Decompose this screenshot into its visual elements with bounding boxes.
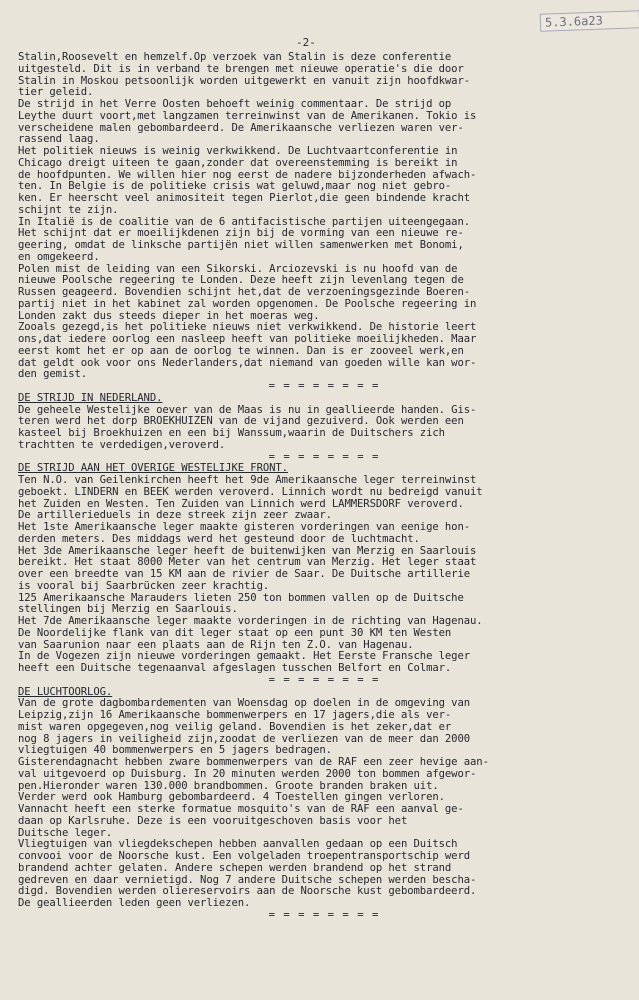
section-separator: = = = = = = = =: [268, 674, 380, 686]
text-line: partij niet in het kabinet zal worden opgenomen. De Poolsche regeering in: [18, 298, 477, 310]
text-line: derden meters. Des middags werd het gesteund door de luchtmacht.: [18, 533, 420, 545]
text-line: uitgesteld. Dit is in verband te brengen met nieuwe operatie's die door: [18, 63, 464, 75]
text-line: geering, omdat de linksche partijën niet willen samenwerken met Bonomi,: [18, 240, 464, 251]
section-heading: DE LUCHTOORLOG.: [18, 686, 113, 698]
text-line: Leipzig,zijn 16 Amerikaansche bommenwerpers en 17 jagers,die als ver-: [18, 710, 452, 721]
text-line: Het 1ste Amerikaansche leger maakte gisteren vorderingen van eenige hon-: [18, 522, 471, 533]
text-line: De Noordelijke flank van dit leger staat op een punt 30 KM ten Westen: [18, 627, 452, 639]
text-line: Ten N.O. van Geilenkirchen heeft het 9de Amerikaansche leger terreinwinst: [18, 475, 477, 486]
text-line: Van de grote dagbombardementen van Woensdag op doelen in de omgeving van: [18, 698, 471, 710]
section-heading: DE STRIJD AAN HET OVERIGE WESTELIJKE FRONT.: [18, 463, 288, 475]
text-line: Gisterendagnacht hebben zware bommenwerpers van de RAF een zeer hevige aan-: [18, 757, 489, 768]
text-line: nog 8 jagers in veiligheid zijn,zoodat de verliezen van de meer dan 2000: [18, 733, 471, 745]
document-body: [18, 52, 630, 922]
text-line: Het politiek nieuws is weinig verkwikkend. De Luchtvaartconferentie in: [18, 146, 458, 157]
text-line: ten. In Belgie is de politieke crisis wat geluwd,maar nog niet gebro-: [18, 181, 452, 193]
text-line: convooi voor de Noorsche kust. Een volgeladen troepentransportschip werd: [18, 851, 471, 862]
text-line: pen.Hieronder waren 130.000 brandbommen. Groote branden braken uit.: [18, 780, 439, 792]
text-line: tier geleid.: [18, 87, 94, 99]
text-line: brandend achter gelaten. Andere schepen werden brandend op het strand: [18, 862, 452, 874]
text-line: De artillerieduels in deze streek zijn zeer zwaar.: [18, 510, 332, 522]
section-separator: = = = = = = = =: [268, 909, 380, 921]
archive-number-stamp: 5.3.6a23: [540, 10, 639, 31]
text-line: dat geldt ook voor ons Nederlanders,dat niemand van goeden wille kan wor-: [18, 357, 477, 369]
text-line: mist waren opgegeven,nog veilig geland. Bovendien is het zeker,dat er: [18, 721, 452, 733]
text-line: eerst komt het er op aan de oorlog te winnen. Dan is er zooveel werk,en: [18, 345, 464, 357]
text-line: Londen zakt dus steeds dieper in het moeras weg.: [18, 310, 320, 322]
text-line: 125 Amerikaansche Marauders lieten 250 ton bommen vallen op de Duitsche: [18, 592, 464, 604]
text-line: het Zuiden en Westen. Ten Zuiden van Linnich werd LAMMERSDORF veroverd.: [18, 498, 464, 510]
text-line: den gemist.: [18, 369, 88, 381]
text-line: Het schijnt dat er moeilijkdenen zijn bij de vorming van een nieuwe re-: [18, 228, 464, 240]
text-line: Vannacht heeft een sterke formatue mosquito's van de RAF een aanval ge-: [18, 804, 464, 815]
text-line: is vooral bij Saarbrücken zeer krachtig.: [18, 580, 270, 592]
text-line: Het 7de Amerikaansche leger maakte vorderingen in de richting van Hagenau.: [18, 616, 483, 627]
text-line: vliegtuigen 40 bommenwerpers en 5 jagers bedragen.: [18, 745, 332, 757]
text-line: Vliegtuigen van vliegdekschepen hebben aanvallen gedaan op een Duitsch: [18, 839, 458, 851]
text-line: verscheidene malen gebombardeerd. De Amerikaansche verliezen waren ver-: [18, 122, 464, 134]
text-line: In Italië is de coalitie van de 6 antifacistische partijen uiteengegaan.: [18, 216, 471, 228]
text-line: van Saarunion naar een plaats aan de Rijn ten Z.O. van Hagenau.: [18, 639, 414, 651]
text-line: stellingen bij Merzig en Saarlouis.: [18, 604, 238, 616]
text-line: trachtten te verdedigen,veroverd.: [18, 439, 226, 451]
text-line: De geallieerden leden geen verliezen.: [18, 898, 251, 909]
text-line: Het 3de Amerikaansche leger heeft de buitenwijken van Merzig en Saarlouis: [18, 545, 477, 557]
text-line: kasteel bij Broekhuizen en een bij Wanssum,waarin de Duitschers zich: [18, 428, 445, 439]
text-line: en omgekeerd.: [18, 251, 100, 263]
text-line: teren werd het dorp BROEKHUIZEN van de vijand gezuiverd. Ook werden een: [18, 416, 464, 428]
text-line: Zooals gezegd,is het politieke nieuws niet verkwikkend. De historie leert: [18, 322, 477, 334]
text-line: digd. Bovendien werden oliereservoirs aan de Noorsche kust gebombardeerd.: [18, 886, 477, 898]
text-line: In de Vogezen zijn nieuwe vorderingen gemaakt. Het Eerste Fransche leger: [18, 651, 471, 663]
text-line: gedreven en daar vernietigd. Nog 7 andere Duitsche schepen werden bescha-: [18, 874, 477, 886]
text-line: Russen geageerd. Bovendien schijnt het,dat de verzoeningsgezinde Boeren-: [18, 287, 471, 298]
text-line: val uitgevoerd op Duisburg. In 20 minuten werden 2000 ton bommen afgewor-: [18, 768, 477, 780]
text-line: De strijd in het Verre Oosten behoeft weinig commentaar. De strijd op: [18, 99, 452, 110]
text-line: ons,dat iedere oorlog een nasleep heeft van politieke moeilijkheden. Maar: [18, 334, 477, 345]
text-line: daan op Karlsruhe. Deze is een vooruitgeschoven basis voor het: [18, 815, 408, 827]
text-line: geboekt. LINDERN en BEEK werden veroverd. Linnich wordt nu bedreigd vanuit: [18, 486, 483, 498]
text-line: de hoofdpunten. We willen hier nog eerst de nadere bijzonderheden afwach-: [18, 169, 477, 181]
section-heading: DE STRIJD IN NEDERLAND.: [18, 392, 163, 404]
page-number: -2-: [296, 36, 316, 49]
text-line: Stalin,Roosevelt en hemzelf.Op verzoek van Stalin is deze conferentie: [18, 52, 452, 63]
text-line: rassend laag.: [18, 134, 100, 146]
section-separator: = = = = = = = =: [268, 451, 380, 463]
text-line: heeft een Duitsche tegenaanval afgeslagen tusschen Belfort en Colmar.: [18, 663, 452, 674]
text-line: nieuwe Poolsche regeering te Londen. Deze heeft zijn levenlang tegen de: [18, 275, 464, 287]
text-line: ken. Er heerscht veel animositeit tegen Pierlot,die geen bindende kracht: [18, 193, 471, 204]
text-line: over een breedte van 15 KM aan de rivier de Saar. De Duitsche artillerie: [18, 569, 471, 580]
text-line: Chicago dreigt uiteen te gaan,zonder dat overeenstemming is bereikt in: [18, 157, 458, 169]
text-line: Duitsche leger.: [18, 827, 113, 839]
text-line: Polen mist de leiding van een Sikorski. Arciozevski is nu hoofd van de: [18, 263, 458, 275]
text-line: bereikt. Het staat 8000 Meter van het centrum van Merzig. Het leger staat: [18, 557, 477, 569]
section-separator: = = = = = = = =: [268, 381, 380, 392]
text-line: schijnt te zijn.: [18, 204, 119, 216]
text-line: Stalin in Moskou petsoonlijk worden uitgewerkt en vanuit zijn hoofdkwar-: [18, 75, 471, 87]
text-line: Leythe duurt voort,met langzamen terreinwinst van de Amerikanen. Tokio is: [18, 110, 477, 122]
text-line: Verder werd ook Hamburg gebombardeerd. 4 Toestellen gingen verloren.: [18, 792, 445, 804]
text-line: De geheele Westelijke oever van de Maas is nu in geallieerde handen. Gis-: [18, 404, 477, 416]
